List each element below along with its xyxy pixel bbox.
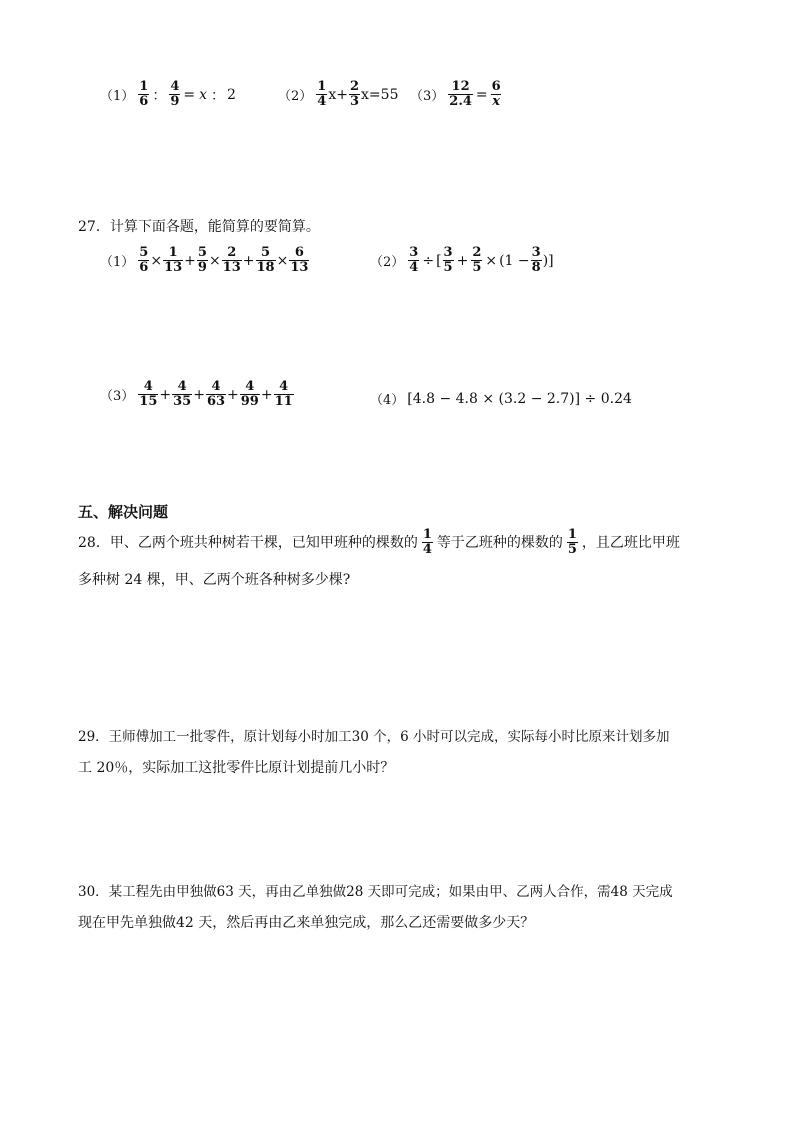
equation-2: （2） $\frac{1}{4}$ x + $\frac{2}{3}$ x = 55: [278, 79, 399, 109]
equation-3: （3） $\frac{12}{2.4}$ = $\frac{6}{x}$: [410, 79, 501, 109]
question-28-line-2: 多种树 24 棵，甲、乙两个班各种树多少棵?: [78, 572, 351, 588]
equation-1: （1） $\frac{1}{6}$ ： $\frac{4}{9}$ = x ： 2: [100, 79, 236, 109]
question-28-line-1: 28．甲、乙两个班共种树若干棵，已知甲班种的棵数的 $\frac{1}{4}$ 等于乙班种的棵数的 $\frac{1}{5}$ ，且乙班比甲班: [78, 527, 680, 557]
expression-27-3: （3） $\frac{4}{15}$ + $\frac{4}{35}$ + $\frac{4}{63}$ + $\frac{4}{99}$ + $\frac{4}{11}$: [100, 379, 293, 409]
question-29-line-1: 29．王师傅加工一批零件，原计划每小时加工30 个，6 小时可以完成，实际每小时比原来计划多加: [78, 729, 670, 745]
fraction: $\frac{1}{6}$: [139, 79, 149, 109]
expression-27-1: （1） $\frac{5}{6}$ × $\frac{1}{13}$ + $\frac{5}{9}$ × $\frac{2}{13}$ + $\frac{5}{18}$ × $\frac{6}{13}$: [100, 245, 309, 275]
fraction: $\frac{1}{4}$: [317, 79, 327, 109]
question-27-title: 27．计算下面各题，能简算的要简算。: [78, 219, 320, 235]
fraction: $\frac{2}{3}$: [349, 79, 360, 109]
question-29-line-2: 工 20％，实际加工这批零件比原计划提前几小时？: [78, 760, 395, 776]
question-30-line-2: 现在甲先单独做42 天，然后再由乙来单独完成，那么乙还需要做多少天？: [78, 915, 535, 931]
question-30-line-1: 30．某工程先由甲独做63 天，再由乙单独做28 天即可完成；如果由甲、乙两人合作，需48 天完成: [78, 884, 673, 900]
fraction: $\frac{12}{2.4}$: [449, 79, 472, 109]
expression-27-4: （4） [4.8 − 4.8 × (3.2 − 2.7)] ÷ 0.24: [370, 390, 632, 408]
expression-27-2: （2） $\frac{3}{4}$ ÷ [ $\frac{3}{5}$ + $\frac{2}{5}$ × (1 − $\frac{3}{8}$ ) ]: [370, 245, 554, 275]
section-title: 五、解决问题: [78, 503, 169, 521]
fraction: $\frac{6}{x}$: [491, 79, 501, 109]
fraction: $\frac{4}{9}$: [170, 79, 180, 109]
